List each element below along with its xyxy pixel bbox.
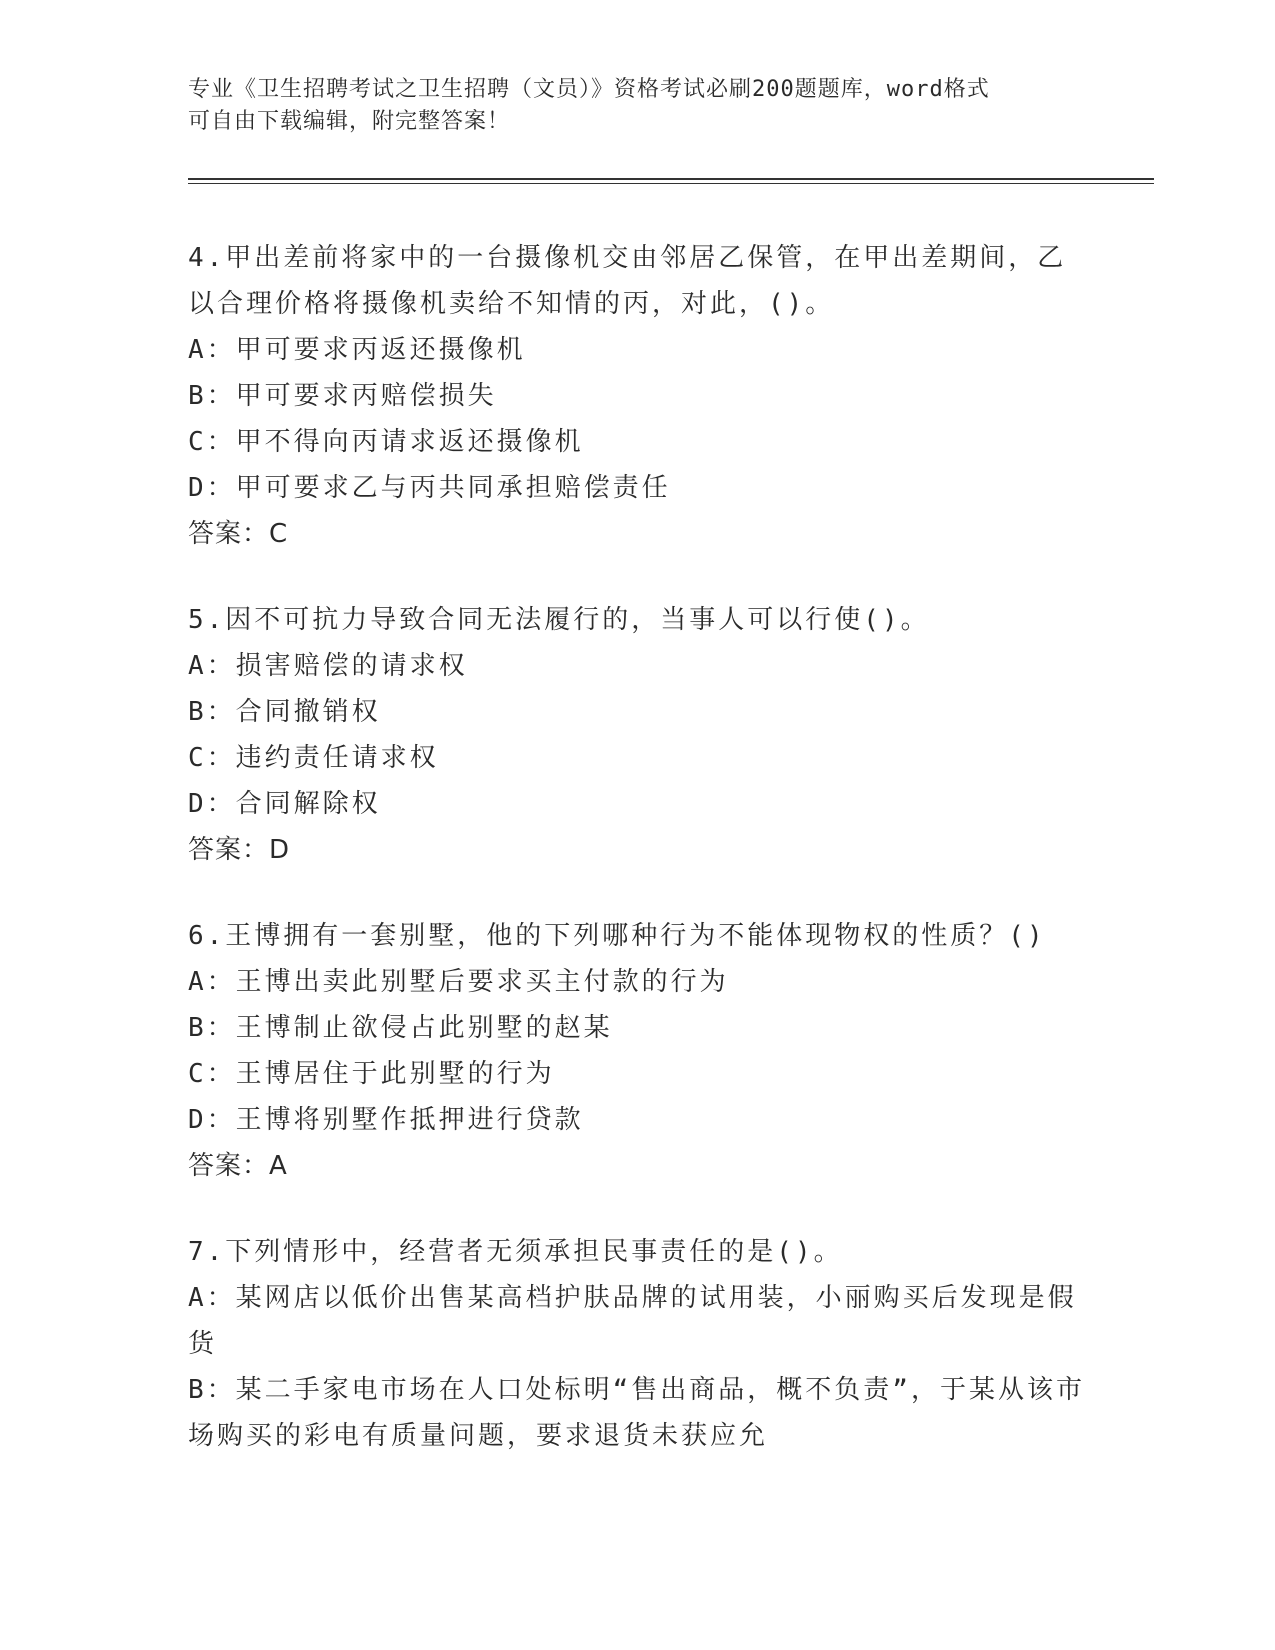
option-d: D：合同解除权 (188, 789, 381, 819)
header-divider-thick (188, 178, 1154, 180)
question-7 (188, 1229, 1088, 1459)
question-list (188, 235, 1088, 1499)
question-5 (188, 597, 1088, 873)
option-d: D：甲可要求乙与丙共同承担赔偿责任 (188, 473, 671, 503)
answer-label: 答案：C (188, 519, 289, 549)
question-stem: 4.甲出差前将家中的一台摄像机交由邻居乙保管，在甲出差期间，乙以合理价格将摄像机卖给不知情的丙，对此，()。 (188, 243, 1067, 319)
option-a: A：损害赔偿的请求权 (188, 651, 468, 681)
option-b: B：某二手家电市场在人口处标明“售出商品，概不负责”，于某从该市场购买的彩电有质量问题，要求退货未获应允 (188, 1375, 1085, 1451)
option-d: D：王博将别墅作抵押进行贷款 (188, 1105, 584, 1135)
question-stem: 5.因不可抗力导致合同无法履行的，当事人可以行使()。 (188, 605, 930, 635)
option-b: B：甲可要求丙赔偿损失 (188, 381, 497, 411)
header-line-2: 可自由下载编辑，附完整答案！ (188, 109, 511, 134)
question-stem: 6.王博拥有一套别墅，他的下列哪种行为不能体现物权的性质？() (188, 921, 1046, 951)
option-a: A：某网店以低价出售某高档护肤品牌的试用装，小丽购买后发现是假货 (188, 1283, 1077, 1359)
option-a: A：王博出卖此别墅后要求买主付款的行为 (188, 967, 729, 997)
option-c: C：王博居住于此别墅的行为 (188, 1059, 555, 1089)
option-b: B：王博制止欲侵占此别墅的赵某 (188, 1013, 613, 1043)
option-c: C：甲不得向丙请求返还摄像机 (188, 427, 584, 457)
header-line-1: 专业《卫生招聘考试之卫生招聘（文员）》资格考试必刷200题题库，word格式 (188, 77, 990, 102)
header-divider-thin (188, 183, 1154, 184)
answer-label: 答案：A (188, 1151, 288, 1181)
document-header (188, 74, 1088, 138)
question-4 (188, 235, 1088, 557)
answer-label: 答案：D (188, 835, 291, 865)
question-stem: 7.下列情形中，经营者无须承担民事责任的是()。 (188, 1237, 843, 1267)
option-c: C：违约责任请求权 (188, 743, 439, 773)
option-a: A：甲可要求丙返还摄像机 (188, 335, 526, 365)
question-6 (188, 913, 1088, 1189)
option-b: B：合同撤销权 (188, 697, 381, 727)
